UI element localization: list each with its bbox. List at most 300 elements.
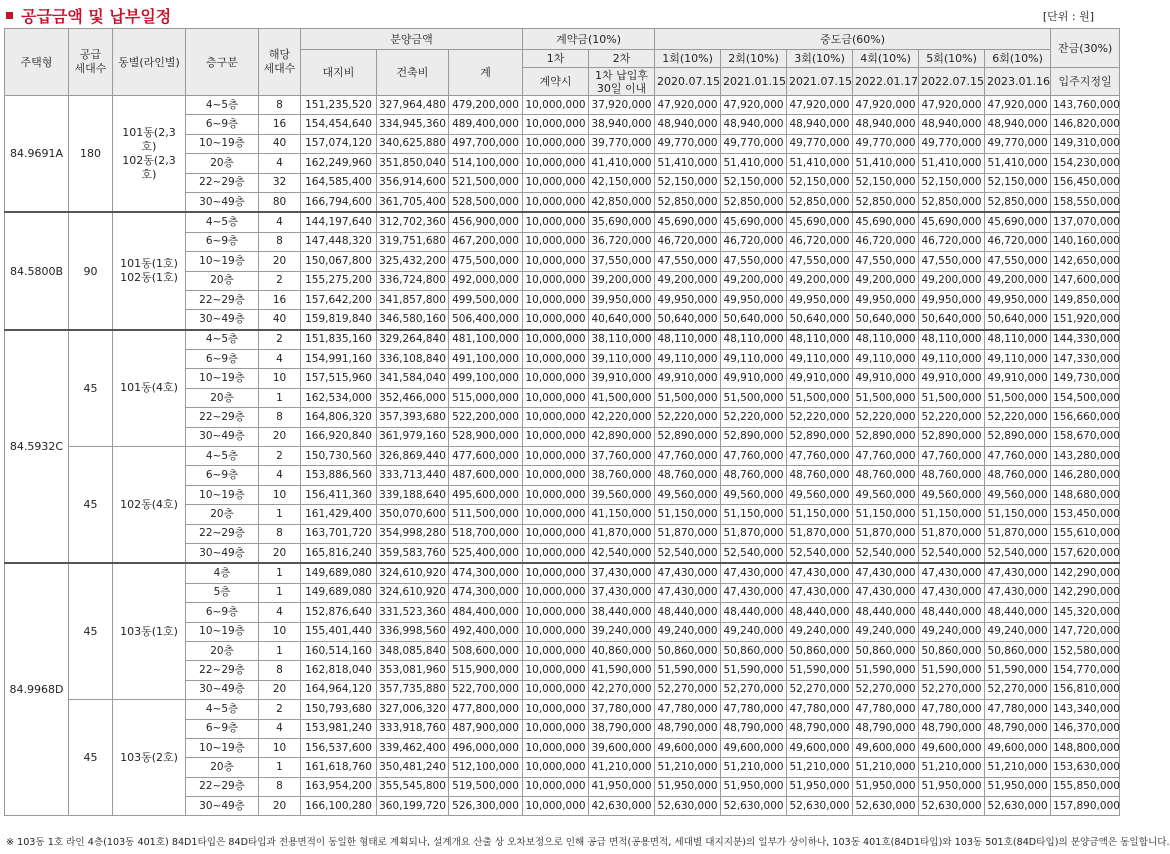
cell-middle-4: 48,440,000 [853,603,919,622]
cell-middle-5: 52,850,000 [919,192,985,212]
cell-middle-1: 47,430,000 [655,563,721,583]
cell-middle-1: 49,110,000 [655,350,721,369]
cell-dep1: 10,000,000 [523,603,589,622]
cell-floor: 22~29층 [186,408,259,427]
cell-middle-6: 47,550,000 [985,252,1051,271]
cell-middle-1: 48,110,000 [655,330,721,350]
cell-middle-1: 52,630,000 [655,797,721,816]
cell-middle-2: 48,760,000 [721,466,787,485]
cell-dep1: 10,000,000 [523,388,589,407]
cell-total: 492,000,000 [449,271,523,290]
cell-dep1: 10,000,000 [523,738,589,757]
cell-units: 10 [259,738,301,757]
cell-middle-3: 51,210,000 [787,758,853,777]
cell-middle-2: 47,550,000 [721,252,787,271]
cell-units: 32 [259,173,301,192]
cell-total: 489,400,000 [449,115,523,134]
cell-middle-5: 48,940,000 [919,115,985,134]
cell-dep2: 40,860,000 [589,641,655,660]
cell-balance: 140,160,000 [1051,232,1120,251]
cell-middle-6: 51,590,000 [985,661,1051,680]
cell-dep2: 39,910,000 [589,369,655,388]
cell-middle-1: 47,550,000 [655,252,721,271]
cell-units: 20 [259,680,301,699]
cell-building: 103동(2호) [113,700,186,816]
cell-dep1: 10,000,000 [523,447,589,466]
cell-middle-6: 50,860,000 [985,641,1051,660]
cell-middle-6: 49,110,000 [985,350,1051,369]
cell-land: 154,991,160 [301,350,377,369]
header-dep1-when: 계약시 [523,68,589,96]
cell-middle-6: 47,430,000 [985,583,1051,602]
cell-middle-3: 47,780,000 [787,700,853,719]
table-row [5,330,1120,350]
cell-balance: 155,610,000 [1051,524,1120,543]
cell-middle-2: 51,590,000 [721,661,787,680]
cell-middle-3: 49,560,000 [787,485,853,504]
cell-land: 157,515,960 [301,369,377,388]
cell-dep1: 10,000,000 [523,290,589,309]
cell-land: 166,100,280 [301,797,377,816]
cell-middle-5: 47,550,000 [919,252,985,271]
cell-middle-5: 49,770,000 [919,134,985,153]
cell-dep2: 36,720,000 [589,232,655,251]
cell-land: 156,537,600 [301,738,377,757]
cell-units: 4 [259,466,301,485]
cell-balance: 153,450,000 [1051,505,1120,524]
cell-balance: 145,320,000 [1051,603,1120,622]
cell-middle-3: 50,640,000 [787,310,853,330]
table-row [5,447,1120,466]
cell-units: 1 [259,505,301,524]
cell-balance: 147,600,000 [1051,271,1120,290]
cell-middle-4: 52,150,000 [853,173,919,192]
cell-middle-1: 47,760,000 [655,447,721,466]
cell-dep2: 39,950,000 [589,290,655,309]
cell-dep1: 10,000,000 [523,330,589,350]
cell-middle-6: 51,870,000 [985,524,1051,543]
header-m3-date: 2021.07.15 [787,68,853,96]
header-supply-units: 공급 세대수 [69,29,113,96]
cell-middle-4: 47,550,000 [853,252,919,271]
cell-middle-6: 52,270,000 [985,680,1051,699]
cell-total: 475,500,000 [449,252,523,271]
cell-total: 499,500,000 [449,290,523,309]
cell-building-cost: 359,583,760 [377,543,449,563]
cell-dep1: 10,000,000 [523,563,589,583]
cell-total: 479,200,000 [449,96,523,115]
cell-middle-1: 45,690,000 [655,212,721,232]
cell-land: 157,642,200 [301,290,377,309]
header-dep2-when: 1차 납입후 30일 이내 [589,68,655,96]
cell-floor: 22~29층 [186,524,259,543]
cell-dep2: 39,110,000 [589,350,655,369]
cell-middle-2: 47,920,000 [721,96,787,115]
cell-building-cost: 327,006,320 [377,700,449,719]
cell-balance: 153,630,000 [1051,758,1120,777]
cell-middle-1: 52,850,000 [655,192,721,212]
cell-dep2: 41,500,000 [589,388,655,407]
cell-middle-5: 52,630,000 [919,797,985,816]
cell-balance: 148,680,000 [1051,485,1120,504]
cell-middle-2: 47,430,000 [721,583,787,602]
cell-middle-1: 48,760,000 [655,466,721,485]
header-floor: 층구분 [186,29,259,96]
cell-total: 497,700,000 [449,134,523,153]
cell-middle-4: 47,760,000 [853,447,919,466]
cell-building: 101동(1호) 102동(1호) [113,212,186,329]
header-m1: 1회(10%) [655,50,721,68]
cell-middle-4: 48,940,000 [853,115,919,134]
cell-middle-5: 50,860,000 [919,641,985,660]
cell-floor: 6~9층 [186,466,259,485]
cell-balance: 148,800,000 [1051,738,1120,757]
cell-supply-units: 45 [69,330,113,447]
cell-dep1: 10,000,000 [523,427,589,446]
cell-building-cost: 325,432,200 [377,252,449,271]
cell-middle-2: 51,950,000 [721,777,787,796]
cell-balance: 149,730,000 [1051,369,1120,388]
cell-land: 162,249,960 [301,154,377,173]
cell-floor: 6~9층 [186,115,259,134]
cell-total: 477,800,000 [449,700,523,719]
cell-total: 512,100,000 [449,758,523,777]
cell-middle-1: 51,150,000 [655,505,721,524]
cell-middle-5: 48,440,000 [919,603,985,622]
cell-dep1: 10,000,000 [523,369,589,388]
cell-balance: 142,290,000 [1051,583,1120,602]
cell-middle-3: 49,770,000 [787,134,853,153]
cell-middle-3: 48,440,000 [787,603,853,622]
cell-balance: 155,850,000 [1051,777,1120,796]
cell-dep2: 37,780,000 [589,700,655,719]
cell-land: 163,701,720 [301,524,377,543]
cell-middle-5: 51,150,000 [919,505,985,524]
cell-total: 487,600,000 [449,466,523,485]
cell-building-cost: 348,085,840 [377,641,449,660]
cell-floor: 22~29층 [186,661,259,680]
cell-middle-2: 49,950,000 [721,290,787,309]
cell-units: 4 [259,154,301,173]
cell-dep1: 10,000,000 [523,466,589,485]
cell-balance: 156,810,000 [1051,680,1120,699]
cell-balance: 156,450,000 [1051,173,1120,192]
cell-units: 40 [259,134,301,153]
cell-middle-4: 52,540,000 [853,543,919,563]
cell-dep2: 42,850,000 [589,192,655,212]
cell-middle-3: 49,200,000 [787,271,853,290]
cell-middle-3: 47,430,000 [787,583,853,602]
cell-units: 10 [259,485,301,504]
cell-floor: 22~29층 [186,777,259,796]
cell-middle-6: 49,560,000 [985,485,1051,504]
cell-land: 150,730,560 [301,447,377,466]
header-m2: 2회(10%) [721,50,787,68]
cell-middle-4: 47,780,000 [853,700,919,719]
cell-middle-5: 47,920,000 [919,96,985,115]
cell-middle-2: 50,640,000 [721,310,787,330]
cell-middle-3: 51,500,000 [787,388,853,407]
table-row [5,700,1120,719]
cell-land: 163,954,200 [301,777,377,796]
cell-floor: 30~49층 [186,192,259,212]
cell-total: 506,400,000 [449,310,523,330]
cell-middle-5: 49,110,000 [919,350,985,369]
cell-middle-6: 52,890,000 [985,427,1051,446]
cell-middle-5: 51,410,000 [919,154,985,173]
cell-dep1: 10,000,000 [523,758,589,777]
cell-dep2: 41,590,000 [589,661,655,680]
cell-house-type: 84.9968D [5,563,69,816]
cell-units: 16 [259,290,301,309]
header-dep1: 1차 [523,50,589,68]
cell-dep2: 38,760,000 [589,466,655,485]
cell-land: 164,585,400 [301,173,377,192]
cell-middle-2: 50,860,000 [721,641,787,660]
cell-floor: 5층 [186,583,259,602]
cell-dep2: 41,150,000 [589,505,655,524]
cell-middle-5: 51,210,000 [919,758,985,777]
cell-land: 150,067,800 [301,252,377,271]
cell-dep2: 42,540,000 [589,543,655,563]
cell-middle-6: 48,940,000 [985,115,1051,134]
cell-land: 149,689,080 [301,583,377,602]
cell-dep2: 35,690,000 [589,212,655,232]
cell-middle-4: 52,220,000 [853,408,919,427]
cell-middle-5: 51,950,000 [919,777,985,796]
cell-land: 144,197,640 [301,212,377,232]
cell-units: 10 [259,369,301,388]
cell-middle-4: 49,110,000 [853,350,919,369]
cell-middle-6: 48,110,000 [985,330,1051,350]
cell-dep1: 10,000,000 [523,271,589,290]
cell-middle-6: 47,430,000 [985,563,1051,583]
cell-middle-3: 52,270,000 [787,680,853,699]
cell-middle-3: 47,920,000 [787,96,853,115]
title-text: 공급금액 및 납부일정 [21,7,172,26]
cell-middle-3: 52,150,000 [787,173,853,192]
cell-dep2: 37,430,000 [589,563,655,583]
cell-middle-3: 47,430,000 [787,563,853,583]
cell-floor: 6~9층 [186,350,259,369]
cell-land: 150,793,680 [301,700,377,719]
cell-dep1: 10,000,000 [523,505,589,524]
cell-units: 20 [259,797,301,816]
cell-land: 164,806,320 [301,408,377,427]
cell-house-type: 84.5800B [5,212,69,329]
cell-units: 1 [259,563,301,583]
cell-middle-3: 51,950,000 [787,777,853,796]
cell-building-cost: 352,466,000 [377,388,449,407]
cell-middle-5: 47,780,000 [919,700,985,719]
cell-middle-6: 51,950,000 [985,777,1051,796]
cell-middle-6: 49,240,000 [985,622,1051,641]
cell-total: 491,100,000 [449,350,523,369]
cell-middle-4: 47,920,000 [853,96,919,115]
cell-dep1: 10,000,000 [523,173,589,192]
cell-middle-1: 49,950,000 [655,290,721,309]
cell-middle-2: 48,110,000 [721,330,787,350]
cell-middle-1: 51,210,000 [655,758,721,777]
cell-building-cost: 356,914,600 [377,173,449,192]
cell-middle-3: 52,220,000 [787,408,853,427]
cell-middle-5: 47,430,000 [919,563,985,583]
cell-middle-6: 51,150,000 [985,505,1051,524]
cell-land: 161,618,760 [301,758,377,777]
cell-dep1: 10,000,000 [523,622,589,641]
cell-middle-2: 47,760,000 [721,447,787,466]
cell-floor: 20층 [186,758,259,777]
cell-balance: 143,280,000 [1051,447,1120,466]
cell-middle-4: 49,910,000 [853,369,919,388]
header-dep2: 2차 [589,50,655,68]
header-m4-date: 2022.01.17 [853,68,919,96]
cell-middle-4: 52,630,000 [853,797,919,816]
cell-floor: 4~5층 [186,96,259,115]
cell-total: 484,400,000 [449,603,523,622]
cell-middle-6: 52,150,000 [985,173,1051,192]
header-m1-date: 2020.07.15 [655,68,721,96]
cell-middle-6: 52,540,000 [985,543,1051,563]
cell-building-cost: 341,857,800 [377,290,449,309]
cell-land: 166,794,600 [301,192,377,212]
cell-middle-4: 51,590,000 [853,661,919,680]
cell-floor: 10~19층 [186,738,259,757]
cell-land: 149,689,080 [301,563,377,583]
cell-building-cost: 327,964,480 [377,96,449,115]
cell-supply-units: 45 [69,700,113,816]
cell-dep2: 41,210,000 [589,758,655,777]
cell-middle-4: 50,860,000 [853,641,919,660]
cell-middle-2: 49,600,000 [721,738,787,757]
cell-total: 518,700,000 [449,524,523,543]
cell-units: 8 [259,408,301,427]
cell-dep2: 38,110,000 [589,330,655,350]
cell-dep2: 41,870,000 [589,524,655,543]
cell-middle-5: 52,220,000 [919,408,985,427]
cell-total: 499,100,000 [449,369,523,388]
cell-building: 103동(1호) [113,563,186,699]
cell-floor: 30~49층 [186,310,259,330]
cell-middle-4: 46,720,000 [853,232,919,251]
cell-floor: 4~5층 [186,212,259,232]
cell-land: 155,275,200 [301,271,377,290]
cell-units: 4 [259,603,301,622]
cell-middle-4: 47,430,000 [853,583,919,602]
cell-middle-5: 49,240,000 [919,622,985,641]
cell-units: 20 [259,543,301,563]
cell-middle-1: 49,560,000 [655,485,721,504]
cell-middle-4: 51,210,000 [853,758,919,777]
cell-building-cost: 312,702,360 [377,212,449,232]
cell-middle-3: 52,540,000 [787,543,853,563]
cell-building-cost: 341,584,040 [377,369,449,388]
cell-middle-3: 48,110,000 [787,330,853,350]
cell-middle-4: 51,950,000 [853,777,919,796]
cell-dep1: 10,000,000 [523,252,589,271]
cell-total: 515,900,000 [449,661,523,680]
cell-middle-1: 47,920,000 [655,96,721,115]
header-m2-date: 2021.01.15 [721,68,787,96]
cell-dep1: 10,000,000 [523,777,589,796]
cell-total: 522,700,000 [449,680,523,699]
cell-middle-5: 48,110,000 [919,330,985,350]
cell-balance: 147,720,000 [1051,622,1120,641]
cell-dep2: 38,440,000 [589,603,655,622]
cell-total: 467,200,000 [449,232,523,251]
cell-dep2: 42,630,000 [589,797,655,816]
header-balance-when: 입주지정일 [1051,68,1120,96]
cell-middle-2: 49,110,000 [721,350,787,369]
cell-middle-6: 48,790,000 [985,719,1051,738]
cell-land: 156,411,360 [301,485,377,504]
cell-land: 166,920,840 [301,427,377,446]
cell-dep2: 37,550,000 [589,252,655,271]
cell-middle-3: 52,890,000 [787,427,853,446]
cell-middle-3: 51,150,000 [787,505,853,524]
cell-balance: 142,290,000 [1051,563,1120,583]
cell-building-cost: 353,081,960 [377,661,449,680]
cell-land: 147,448,320 [301,232,377,251]
cell-middle-6: 51,410,000 [985,154,1051,173]
cell-balance: 143,760,000 [1051,96,1120,115]
cell-units: 1 [259,758,301,777]
cell-middle-4: 45,690,000 [853,212,919,232]
cell-middle-1: 48,940,000 [655,115,721,134]
cell-building-cost: 336,724,800 [377,271,449,290]
cell-land: 151,835,160 [301,330,377,350]
cell-middle-1: 47,430,000 [655,583,721,602]
cell-total: 496,000,000 [449,738,523,757]
cell-middle-3: 46,720,000 [787,232,853,251]
cell-balance: 149,850,000 [1051,290,1120,309]
cell-middle-4: 52,890,000 [853,427,919,446]
cell-middle-2: 49,200,000 [721,271,787,290]
cell-middle-1: 49,770,000 [655,134,721,153]
cell-middle-4: 48,760,000 [853,466,919,485]
cell-middle-3: 48,790,000 [787,719,853,738]
cell-supply-units: 45 [69,563,113,699]
cell-building-cost: 333,713,440 [377,466,449,485]
cell-floor: 30~49층 [186,680,259,699]
cell-supply-units: 90 [69,212,113,329]
header-deposit: 계약금(10%) [523,29,655,50]
cell-building-cost: 355,545,800 [377,777,449,796]
cell-middle-3: 49,950,000 [787,290,853,309]
cell-total: 528,500,000 [449,192,523,212]
cell-middle-1: 51,590,000 [655,661,721,680]
cell-middle-3: 47,760,000 [787,447,853,466]
cell-middle-4: 51,410,000 [853,154,919,173]
cell-dep2: 41,410,000 [589,154,655,173]
cell-dep2: 42,150,000 [589,173,655,192]
cell-middle-2: 52,630,000 [721,797,787,816]
cell-building-cost: 351,850,040 [377,154,449,173]
cell-units: 4 [259,719,301,738]
cell-land: 161,429,400 [301,505,377,524]
cell-middle-3: 49,600,000 [787,738,853,757]
header-balance: 잔금(30%) [1051,29,1120,68]
cell-floor: 10~19층 [186,369,259,388]
cell-floor: 22~29층 [186,173,259,192]
title-bullet-icon [6,12,13,19]
cell-balance: 156,660,000 [1051,408,1120,427]
cell-dep2: 38,790,000 [589,719,655,738]
cell-total: 487,900,000 [449,719,523,738]
cell-middle-5: 51,500,000 [919,388,985,407]
cell-middle-4: 49,240,000 [853,622,919,641]
cell-dep1: 10,000,000 [523,485,589,504]
